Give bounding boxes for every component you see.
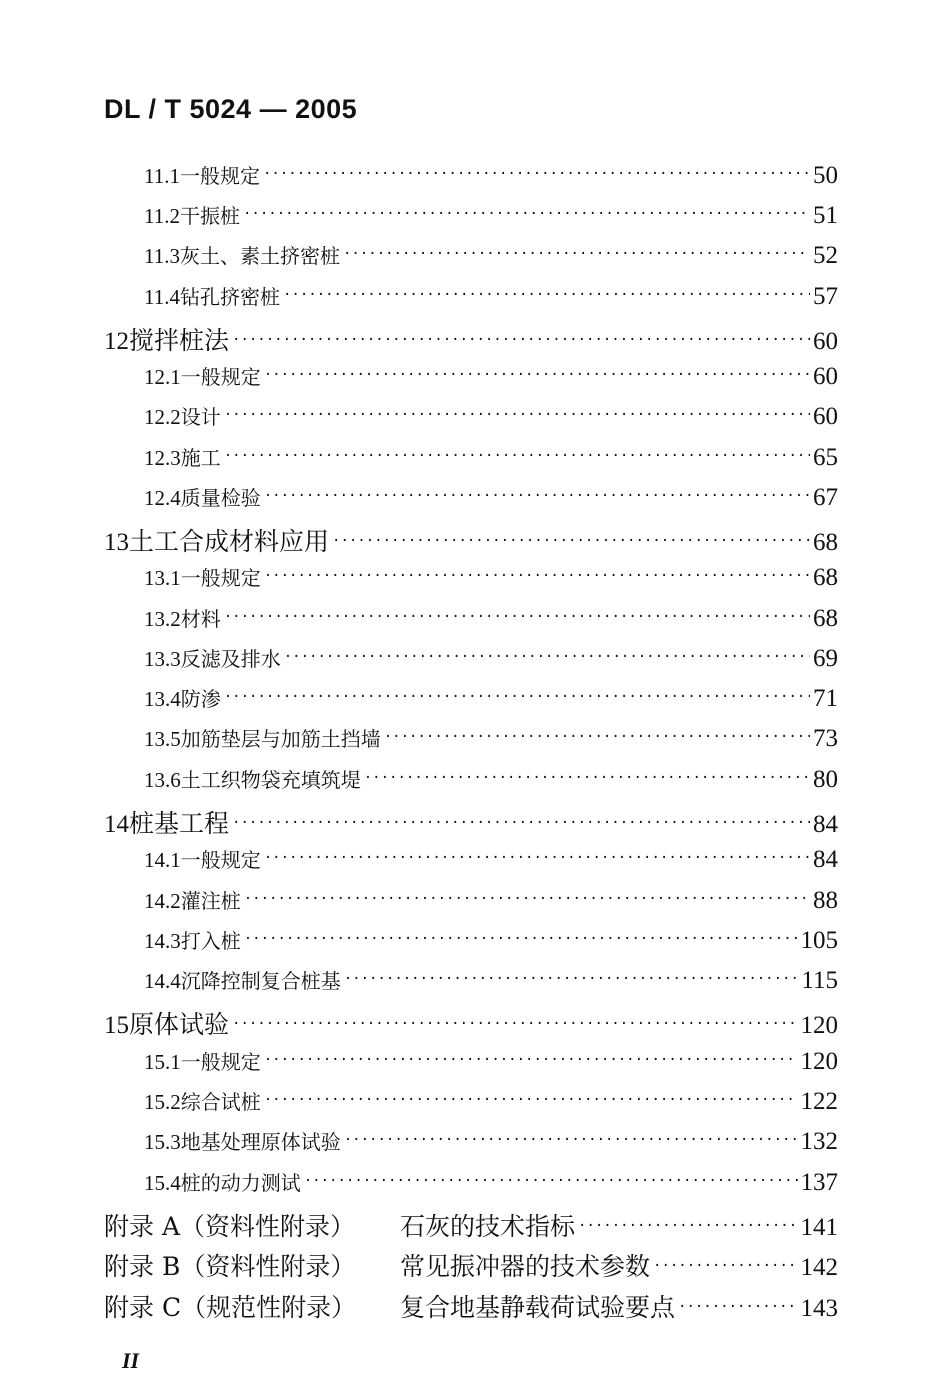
toc-entry-page: 50 [813,162,838,189]
toc-entry-page: 80 [813,766,838,793]
toc-entry-title: 桩的动力测试 [180,1171,301,1195]
toc-chapter-number: 15 [104,1012,129,1039]
dot-leader [264,367,810,383]
dot-leader [283,287,810,303]
toc-entry-page: 84 [813,846,838,873]
toc-entry-page: 132 [800,1128,838,1155]
toc-entry-number: 13.2 [144,607,181,631]
toc-entry-number: 15.2 [144,1090,181,1114]
toc-entry-13-3[interactable] [0,643,838,683]
appendix-title: 复合地基静载荷试验要点 [400,1293,676,1322]
dot-leader [578,1218,797,1234]
dot-leader [344,1132,798,1148]
dot-leader [264,850,810,866]
toc-entry-title: 一般规定 [179,164,260,188]
toc-chapter-title: 搅拌桩法 [129,326,230,355]
toc-entry-page: 52 [813,242,838,269]
toc-chapter-page: 120 [800,1012,838,1039]
toc-entry-title: 质量检验 [180,486,261,510]
toc-entry-number: 14.2 [144,889,181,913]
toc-chapter-number: 14 [104,811,129,838]
dot-leader [284,649,810,665]
dot-leader [332,533,810,549]
dot-leader [224,407,810,423]
toc-appendix-b[interactable] [0,1247,838,1287]
dot-leader [304,1173,798,1189]
toc-entry-title: 加筋垫层与加筋土挡墙 [180,727,381,751]
toc-entry-14-1[interactable] [0,844,838,884]
toc-entry-12-2[interactable] [0,401,838,441]
toc-entry-number: 15.3 [144,1130,181,1154]
toc-chapter-12[interactable] [0,321,838,361]
appendix-page: 143 [800,1295,838,1322]
toc-entry-number: 13.3 [144,647,181,671]
toc-chapter-14[interactable] [0,804,838,844]
dot-leader [232,1016,797,1032]
toc-entry-13-5[interactable] [0,723,838,763]
appendix-page: 142 [800,1254,838,1281]
toc-entry-title: 防渗 [180,687,221,711]
toc-entry-13-4[interactable] [0,683,838,723]
toc-entry-title: 灰土、素土挤密桩 [179,244,340,268]
toc-entry-11-3[interactable] [0,240,838,280]
toc-entry-page: 115 [801,967,838,994]
toc-entry-title: 材料 [180,607,221,631]
dot-leader [364,770,810,786]
toc-entry-number: 12.4 [144,486,181,510]
toc-entry-number: 11.1 [144,164,180,188]
toc-chapter-page: 60 [813,328,838,355]
toc-entry-number: 15.4 [144,1171,181,1195]
toc-entry-number: 12.3 [144,446,181,470]
toc-entry-11-1[interactable] [0,160,838,200]
toc-entry-number: 13.5 [144,727,181,751]
appendix-label-wrap [0,1288,675,1324]
appendix-label-wrap [0,1207,575,1243]
toc-entry-title: 一般规定 [180,365,261,389]
dot-leader [264,568,810,584]
toc-entry-15-4[interactable] [0,1167,838,1207]
dot-leader [264,1092,798,1108]
toc-entry-14-4[interactable] [0,965,838,1005]
toc-chapter-page: 68 [813,529,838,556]
dot-leader [244,891,810,907]
toc-entry-11-2[interactable] [0,200,838,240]
toc-entry-title: 沉降控制复合桩基 [180,969,341,993]
toc-appendix-c[interactable] [0,1288,838,1328]
toc-entry-14-2[interactable] [0,885,838,925]
dot-leader [653,1258,797,1274]
dot-leader [264,488,810,504]
toc-appendix-a[interactable] [0,1207,838,1247]
dot-leader [232,815,810,831]
page-header-doc-code: DL / T 5024 — 2005 [104,94,358,124]
dot-leader [232,332,810,348]
toc-entry-number: 12.2 [144,405,181,429]
appendix-title: 石灰的技术指标 [400,1212,576,1241]
toc-entry-number: 11.3 [144,244,180,268]
appendix-label: 附录 C（规范性附录） [104,1293,357,1322]
toc-entry-title: 土工织物袋充填筑堤 [180,768,361,792]
dot-leader [224,609,810,625]
dot-leader [243,206,810,222]
toc-entry-title: 地基处理原体试验 [180,1130,341,1154]
toc-entry-15-2[interactable] [0,1086,838,1126]
toc-entry-title: 施工 [180,446,221,470]
toc-chapter-number: 12 [104,328,129,355]
toc-entry-page: 71 [813,685,838,712]
toc-entry-page: 120 [800,1048,838,1075]
appendix-page: 141 [800,1214,838,1241]
toc-entry-number: 14.4 [144,969,181,993]
toc-entry-title: 一般规定 [180,1050,261,1074]
toc-entry-page: 60 [813,403,838,430]
toc-entry-title: 综合试桩 [180,1090,261,1114]
toc-chapter-title: 原体试验 [129,1010,230,1039]
toc-entry-number: 13.4 [144,687,181,711]
toc-entry-title: 灌注桩 [180,889,241,913]
toc-chapter-page: 84 [813,811,838,838]
toc-entry-title: 反滤及排水 [180,647,281,671]
toc-entry-13-1[interactable] [0,562,838,602]
dot-leader [384,729,810,745]
toc-entry-page: 51 [813,202,838,229]
toc-entry-page: 122 [800,1088,838,1115]
toc-entry-14-3[interactable] [0,925,838,965]
toc-entry-15-1[interactable] [0,1046,838,1086]
toc-entry-number: 13.6 [144,768,181,792]
toc-entry-13-6[interactable] [0,764,838,804]
dot-leader [224,689,810,705]
toc-entry-page: 137 [800,1169,838,1196]
toc-entry-page: 68 [813,564,838,591]
toc-entry-page: 73 [813,725,838,752]
dot-leader [224,448,810,464]
toc-entry-15-3[interactable] [0,1126,838,1166]
toc-entry-page: 69 [813,645,838,672]
toc-entry-number: 14.3 [144,929,181,953]
toc-entry-title: 干振桩 [179,204,240,228]
toc-entry-12-1[interactable] [0,361,838,401]
appendix-title: 常见振冲器的技术参数 [400,1252,651,1281]
toc-chapter-title: 桩基工程 [129,809,230,838]
toc-entry-title: 打入桩 [180,929,241,953]
page-number-roman: II [122,1348,140,1373]
toc-entry-page: 88 [813,887,838,914]
toc-entry-page: 57 [813,283,838,310]
appendix-label: 附录 B（资料性附录） [104,1252,356,1281]
toc-entry-page: 60 [813,363,838,390]
toc-entry-number: 15.1 [144,1050,181,1074]
dot-leader [264,1052,798,1068]
toc-entry-11-4[interactable] [0,281,838,321]
toc-entry-title: 设计 [180,405,221,429]
dot-leader [678,1299,797,1315]
appendix-label-wrap [0,1247,650,1283]
toc-entry-number: 11.2 [144,204,180,228]
toc-entry-number: 12.1 [144,365,181,389]
toc-entry-page: 67 [813,484,838,511]
toc-entry-title: 钻孔挤密桩 [179,285,280,309]
appendix-label: 附录 A（资料性附录） [104,1212,356,1241]
toc-entry-title: 一般规定 [180,566,261,590]
toc-entry-title: 一般规定 [180,848,261,872]
toc-entry-12-3[interactable] [0,442,838,482]
dot-leader [244,931,798,947]
toc-chapter-title: 土工合成材料应用 [129,527,330,556]
dot-leader [343,246,810,262]
toc-entry-12-4[interactable] [0,482,838,522]
toc-entry-number: 11.4 [144,285,180,309]
toc-entry-page: 65 [813,444,838,471]
toc-entry-page: 105 [800,927,838,954]
toc-entry-13-2[interactable] [0,603,838,643]
toc-chapter-number: 13 [104,529,129,556]
toc-chapter-13[interactable] [0,522,838,562]
dot-leader [263,166,810,182]
toc-entry-number: 14.1 [144,848,181,872]
dot-leader [344,971,799,987]
toc-entry-number: 13.1 [144,566,181,590]
toc-entry-page: 68 [813,605,838,632]
toc-chapter-15[interactable] [0,1005,838,1045]
